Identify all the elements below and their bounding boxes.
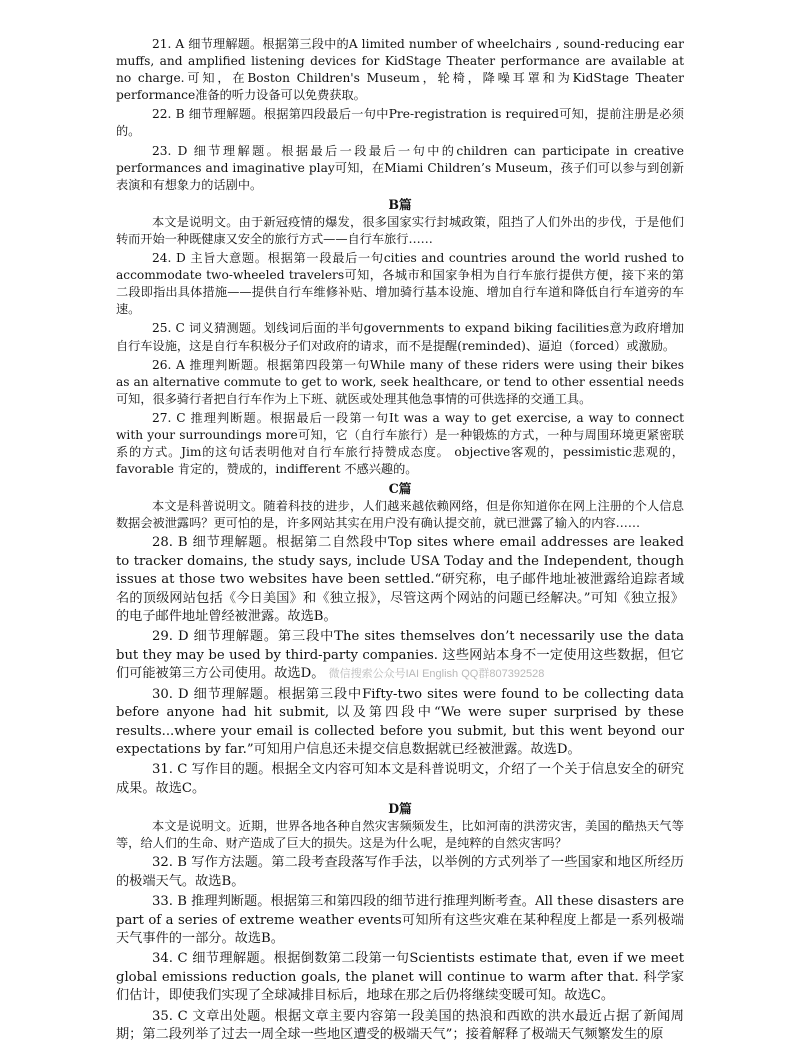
answer-23: 23. D 细节理解题。根据最后一段最后一句中的children can participate in creative performances and imaginative play可知，在Miami Children’s Museum，孩子们可以参与到创新表演和有想象力的话剧中。 — [116, 143, 684, 192]
answer-31: 31. C 写作目的题。根据全文内容可知本文是科普说明文，介绍了一个关于信息安全的研究成果。故选C。 — [116, 762, 684, 796]
section-b-title: B篇 — [388, 196, 412, 212]
answer-25: 25. C 词义猜测题。划线词后面的半句governments to expand biking facilities意为政府增加自行车设施，这是自行车积极分子们对政府的请求，而不是提醒(reminded)、逼迫（forced）或激励。 — [116, 321, 684, 353]
answer-34: 34. C 细节理解题。根据倒数第二段第一句Scientists estimate that, even if we meet global emissions reduction goals, the planet will continue to warm after that. 科学家们估计，即使我们实现了全球减排目标后，地球在那之后仍将继续变暖可知。故选C。 — [116, 951, 684, 1004]
watermark: 微信搜索公众号IAI English QQ群807392528 — [328, 668, 545, 681]
answer-24: 24. D 主旨大意题。根据第一段最后一句cities and countries around the world rushed to accommodate two-wheeled travelers可知，各城市和国家争相为自行车旅行提供方便，接下来的第二段即指出具体措施——提供自行车维修补贴、增加骑行基本设施、增加自行车道和降低自行车道旁的车速。 — [116, 251, 684, 317]
answer-30: 30. D 细节理解题。根据第三段中Fifty-two sites were found to be collecting data before anyone had hit submit, 以及第四段中“We were super surprised by these results...where your email is collected before you submit, but this went beyond our expectations by far.”可知用户信息还未提交信息数据就已经被泄露。故选D。 — [116, 686, 684, 757]
answer-29-text: 29. D 细节理解题。第三段中The sites themselves don’t necessarily use the data but they may be used by third-party companies. 这些网站本身不一定使用这些数据，但它们可能被第三方公司使用。故选D。 — [116, 629, 684, 682]
answer-28: 28. B 细节理解题。根据第二自然段中Top sites where email addresses are leaked to tracker domains, the study says, include USA Today and the Independent, though issues at those two websites have been settled.“研究称，电子邮件地址被泄露给追踪者域名的顶级网站包括《今日美国》和《独立报》，尽管这两个网站的问题已经解决。”可知《独立报》的电子邮件地址曾经被泄露。故选B。 — [116, 535, 684, 625]
answer-26: 26. A 推理判断题。根据第四段第一句While many of these riders were using their bikes as an alternative commute to get to work, seek healthcare, or tend to other essential needs可知，很多骑行者把自行车作为上下班、就医或处理其他急事情的可供选择的交通工具。 — [116, 357, 684, 406]
answer-29 — [116, 628, 684, 683]
document-page — [116, 36, 684, 1042]
answer-33: 33. B 推理判断题。根据第三和第四段的细节进行推理判断考查。All these disasters are part of a series of extreme weather events可知所有这些灾难在某种程度上都是一系列极端天气事件的一部分。故选B。 — [116, 894, 684, 946]
answer-21: 21. A 细节理解题。根据第三段中的A limited number of wheelchairs , sound-reducing ear muffs, and amplified listening devices for KidStage Theater performance are available at no charge.可知，在Boston Children's Museum，轮椅，降噪耳罩和为KidStage Theater performance准备的听力设备可以免费获取。 — [116, 37, 684, 103]
answer-32: 32. B 写作方法题。第二段考查段落写作手法，以举例的方式列举了一些国家和地区所经历的极端天气。故选B。 — [116, 855, 684, 889]
answer-35: 35. C 文章出处题。根据文章主要内容第一段美国的热浪和西欧的洪水最近占据了新闻周期；第二段列举了过去一周全球一些地区遭受的极端天气”；接着解释了极端天气频繁发生的原 — [116, 1008, 684, 1042]
section-d-intro: 本文是说明文。近期，世界各地各种自然灾害频频发生，比如河南的洪涝灾害，美国的酷热天气等等，给人们的生命、财产造成了巨大的损失。这是为什么呢，是纯粹的自然灾害吗？ — [116, 819, 684, 851]
section-c-intro: 本文是科普说明文。随着科技的进步，人们越来越依赖网络，但是你知道你在网上注册的个人信息数据会被泄露吗？更可怕的是，许多网站其实在用户没有确认提交前，就已泄露了输入的内容…… — [116, 499, 684, 531]
answer-22: 22. B 细节理解题。根据第四段最后一句中Pre-registration is required可知，提前注册是必须的。 — [116, 107, 684, 139]
section-b-intro: 本文是说明文。由于新冠疫情的爆发，很多国家实行封城政策，阻挡了人们外出的步伐，于是他们转而开始一种既健康又安全的旅行方式——自行车旅行…… — [116, 214, 684, 246]
answer-27: 27. C 推理判断题。根据最后一段第一句It was a way to get exercise, a way to connect with your surroundings more可知，它（自行车旅行）是一种锻炼的方式，一种与周围环境更紧密联系的方式。Jim的这句话表明他对自行车旅行持赞成态度。 objective客观的，pessimistic悲观的，favorable 肯定的，赞成的，indifferent 不感兴趣的。 — [116, 410, 684, 477]
section-d-title: D篇 — [388, 801, 412, 817]
section-c-title: C篇 — [388, 481, 412, 497]
